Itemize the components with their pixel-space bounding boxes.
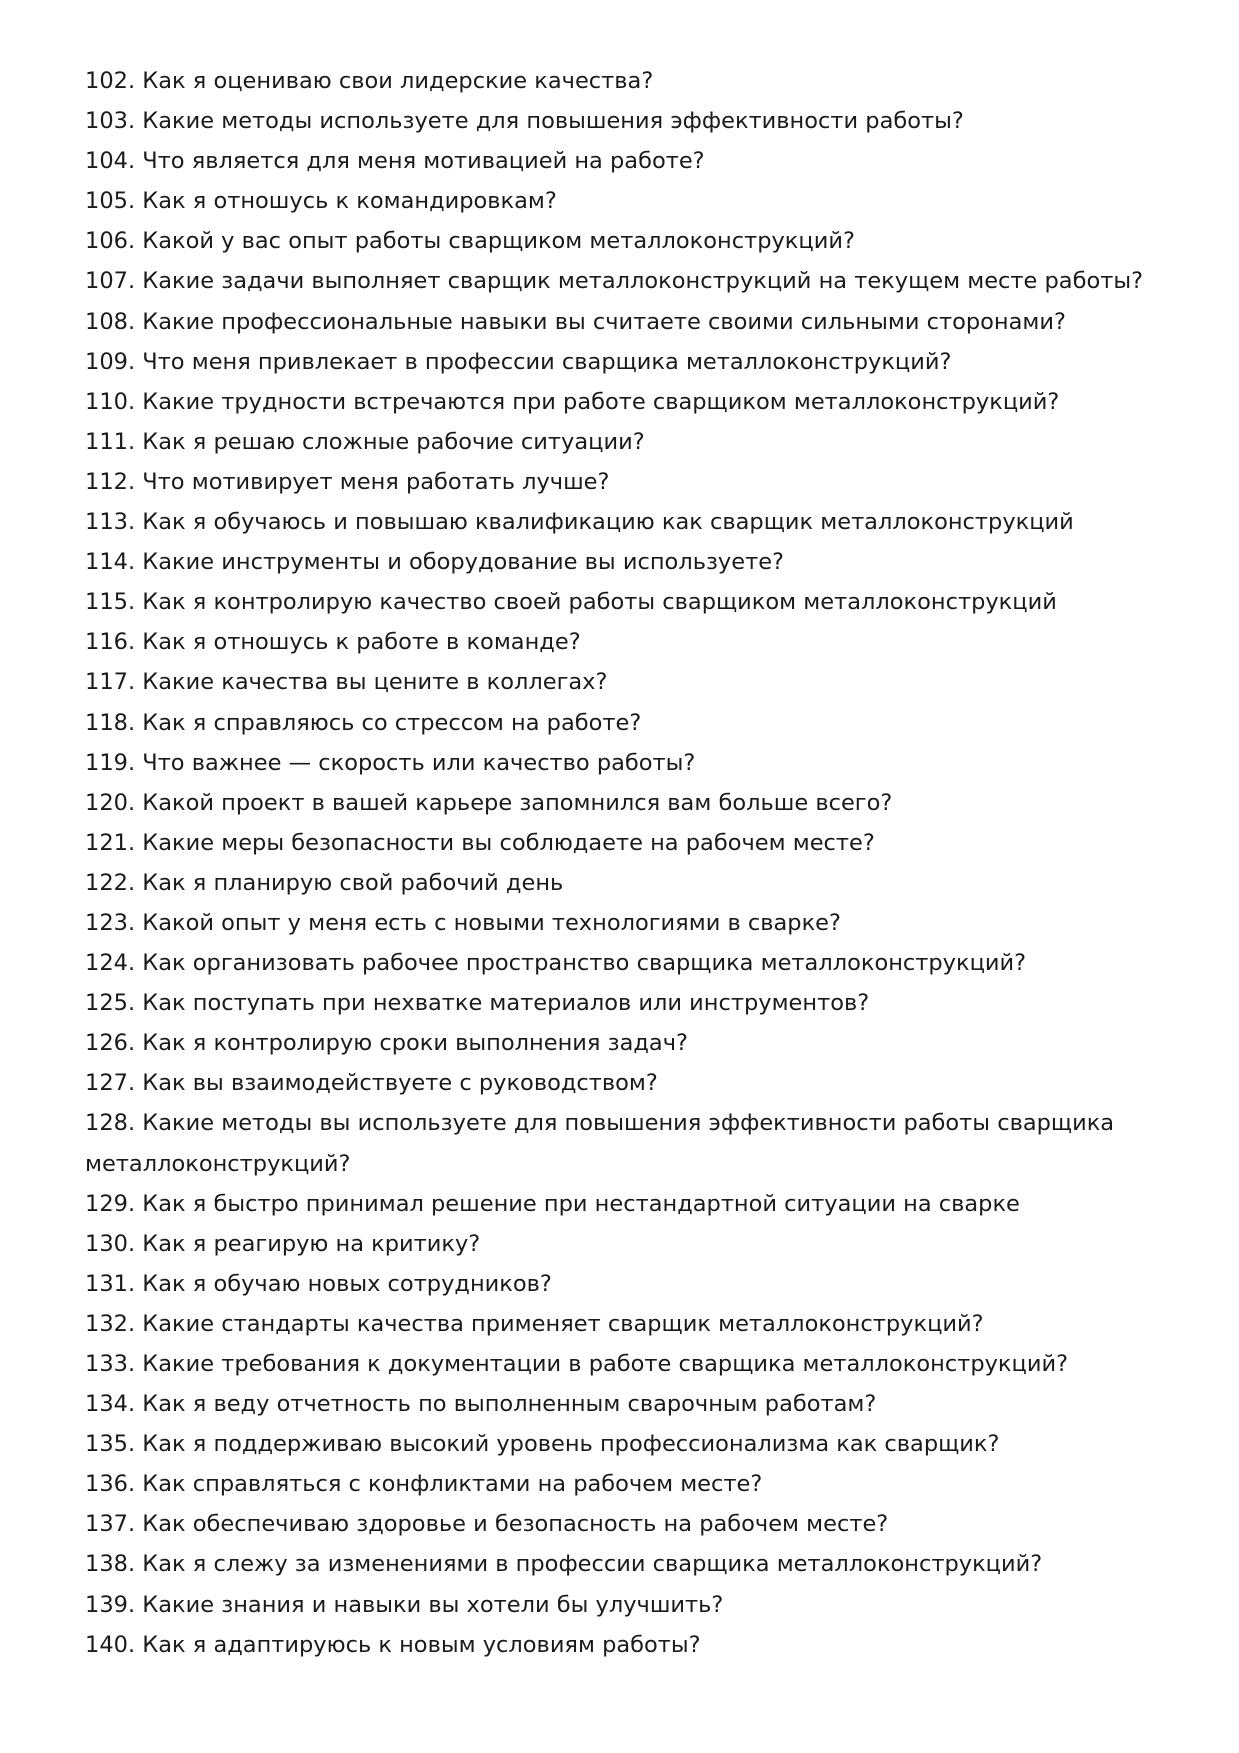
question-number: 122. (85, 869, 136, 896)
question-text: Какой опыт у меня есть с новыми технологиями в сварке? (142, 909, 841, 936)
question-text: Как я оцениваю свои лидерские качества? (142, 68, 654, 94)
question-number: 131. (85, 1270, 136, 1297)
question-number: 129. (85, 1190, 136, 1217)
list-item (85, 101, 1175, 141)
list-item (85, 302, 1175, 342)
list-item (85, 141, 1175, 181)
question-text: Что меня привлекает в профессии сварщика металлоконструкций? (142, 348, 952, 375)
list-item (85, 261, 1175, 301)
question-number: 119. (85, 749, 136, 776)
list-item (85, 1103, 1175, 1183)
question-text: Какие трудности встречаются при работе сварщиком металлоконструкций? (142, 388, 1060, 415)
question-text: Как я планирую свой рабочий день (142, 869, 564, 896)
question-number: 105. (85, 188, 136, 215)
question-number: 106. (85, 228, 136, 255)
question-number: 127. (85, 1070, 136, 1097)
list-item (85, 662, 1175, 702)
list-item (85, 823, 1175, 863)
question-number: 116. (85, 629, 136, 656)
list-item (85, 743, 1175, 783)
question-number: 140. (85, 1631, 136, 1658)
question-number: 103. (85, 108, 136, 135)
question-number: 139. (85, 1591, 136, 1618)
question-number: 114. (85, 549, 136, 576)
list-item (85, 1224, 1175, 1264)
list-item (85, 1384, 1175, 1424)
list-item (85, 382, 1175, 422)
question-number: 107. (85, 268, 136, 295)
list-item (85, 903, 1175, 943)
question-number: 134. (85, 1391, 136, 1418)
question-text: Какие требования к документации в работе сварщика металлоконструкций? (142, 1351, 1069, 1377)
list-item (85, 1304, 1175, 1344)
question-text: Как я реагирую на критику? (142, 1230, 481, 1257)
question-number: 137. (85, 1511, 136, 1538)
list-item (85, 1504, 1175, 1544)
question-text: Какие профессиональные навыки вы считаете своими сильными сторонами? (142, 308, 1066, 335)
question-text: Как поступать при нехватке материалов или инструментов? (142, 990, 870, 1017)
list-item (85, 422, 1175, 462)
question-text: Как я веду отчетность по выполненным сварочным работам? (142, 1391, 877, 1418)
list-item (85, 1063, 1175, 1103)
question-number: 133. (85, 1351, 136, 1377)
question-text: Как я решаю сложные рабочие ситуации? (142, 428, 645, 455)
list-item (85, 622, 1175, 662)
question-text: Как организовать рабочее пространство сварщика металлоконструкций? (142, 950, 1027, 977)
question-text: Какие качества вы цените в коллегах? (142, 669, 608, 696)
list-item (85, 1544, 1175, 1584)
question-number: 126. (85, 1030, 136, 1057)
question-number: 104. (85, 148, 136, 175)
list-item (85, 342, 1175, 382)
question-number: 130. (85, 1230, 136, 1257)
list-item (85, 1585, 1175, 1625)
question-text: Как я обучаюсь и повышаю квалификацию как сварщик металлоконструкций (142, 509, 1074, 536)
list-item (85, 1625, 1175, 1665)
question-text: Как я отношусь к работе в команде? (142, 629, 581, 656)
question-text: Как я адаптируюсь к новым условиям работы? (142, 1631, 701, 1658)
question-number: 102. (85, 68, 136, 94)
question-number: 108. (85, 308, 136, 335)
question-text: Как вы взаимодействуете с руководством? (142, 1070, 658, 1097)
list-item (85, 863, 1175, 903)
question-number: 135. (85, 1431, 136, 1458)
list-item (85, 1344, 1175, 1384)
list-item (85, 462, 1175, 502)
question-number: 121. (85, 829, 136, 856)
question-number: 112. (85, 468, 136, 495)
question-number: 125. (85, 990, 136, 1017)
question-text: Какие задачи выполняет сварщик металлоконструкций на текущем месте работы? (142, 268, 1144, 295)
list-item (85, 703, 1175, 743)
question-text: Как я обучаю новых сотрудников? (142, 1270, 552, 1297)
question-text: Какие меры безопасности вы соблюдаете на рабочем месте? (142, 829, 875, 856)
question-text: Какие знания и навыки вы хотели бы улучшить? (142, 1591, 724, 1618)
question-text: Какие стандарты качества применяет сварщик металлоконструкций? (142, 1310, 984, 1337)
question-number: 110. (85, 388, 136, 415)
question-list (85, 61, 1175, 1665)
list-item (85, 502, 1175, 542)
question-number: 132. (85, 1310, 136, 1337)
list-item (85, 1184, 1175, 1224)
question-number: 120. (85, 789, 136, 816)
question-text: Как я контролирую качество своей работы сварщиком металлоконструкций (142, 589, 1057, 616)
list-item (85, 61, 1175, 101)
question-text: Как справляться с конфликтами на рабочем месте? (142, 1471, 763, 1498)
question-text: Какие инструменты и оборудование вы используете? (142, 549, 784, 576)
question-text: Какой проект в вашей карьере запомнился вам больше всего? (142, 789, 893, 816)
question-number: 128. (85, 1110, 136, 1137)
question-text: Как я быстро принимал решение при нестандартной ситуации на сварке (142, 1190, 1020, 1217)
question-number: 109. (85, 348, 136, 375)
question-text: Как я контролирую сроки выполнения задач? (142, 1030, 688, 1057)
list-item (85, 181, 1175, 221)
question-number: 136. (85, 1471, 136, 1498)
question-number: 123. (85, 909, 136, 936)
list-item (85, 221, 1175, 261)
question-number: 113. (85, 509, 136, 536)
list-item (85, 943, 1175, 983)
list-item (85, 983, 1175, 1023)
question-text: Какой у вас опыт работы сварщиком металлоконструкций? (142, 228, 855, 255)
question-text: Что мотивирует меня работать лучше? (142, 468, 610, 495)
list-item (85, 1023, 1175, 1063)
question-text: Как я слежу за изменениями в профессии сварщика металлоконструкций? (142, 1551, 1043, 1578)
list-item (85, 1424, 1175, 1464)
question-number: 115. (85, 589, 136, 616)
question-text: Как я поддерживаю высокий уровень профессионализма как сварщик? (142, 1431, 1000, 1458)
question-text: Что важнее — скорость или качество работы? (142, 749, 696, 776)
question-number: 111. (85, 428, 136, 455)
question-number: 138. (85, 1551, 136, 1578)
question-text: Какие методы используете для повышения эффективности работы? (142, 108, 964, 135)
list-item (85, 1464, 1175, 1504)
question-number: 117. (85, 669, 136, 696)
list-item (85, 582, 1175, 622)
list-item (85, 1264, 1175, 1304)
list-item (85, 542, 1175, 582)
question-text: Как я отношусь к командировкам? (142, 188, 557, 215)
list-item (85, 783, 1175, 823)
question-text: Какие методы вы используете для повышения эффективности работы сварщика металлоконструкций? (85, 1110, 1115, 1177)
question-text: Что является для меня мотивацией на работе? (142, 148, 705, 175)
question-number: 124. (85, 950, 136, 977)
question-text: Как обеспечиваю здоровье и безопасность на рабочем месте? (142, 1511, 889, 1538)
question-number: 118. (85, 709, 136, 736)
question-text: Как я справляюсь со стрессом на работе? (142, 709, 642, 736)
